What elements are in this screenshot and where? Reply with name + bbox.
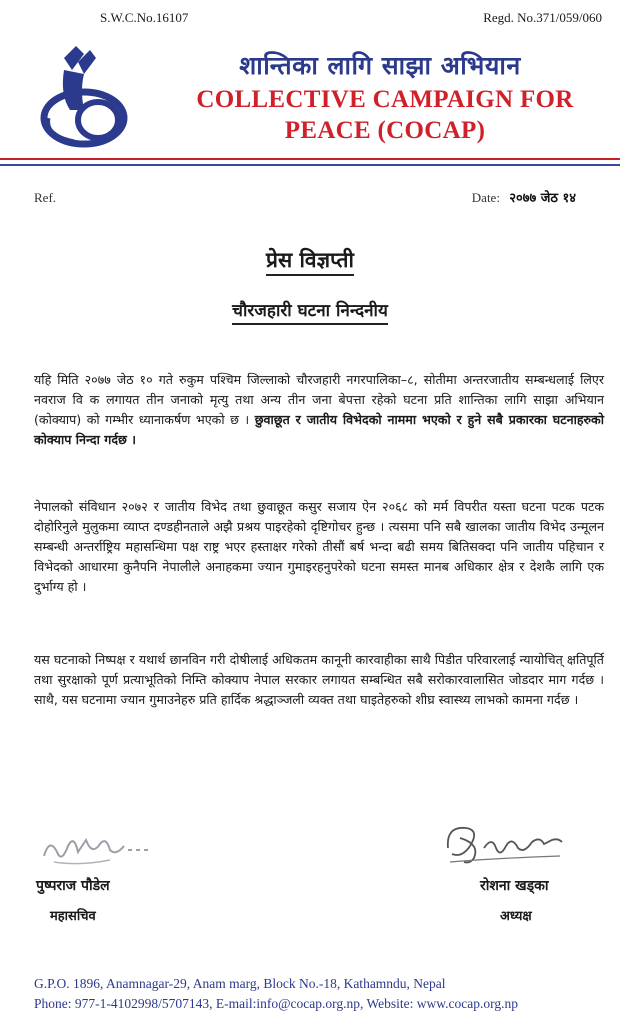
- reference-label: Ref.: [34, 190, 57, 205]
- signatory-left-name: पुष्पराज पौडेल: [36, 878, 110, 894]
- org-name-english-line2: PEACE (COCAP): [284, 117, 486, 144]
- org-name-nepali: शान्तिका लागि साझा अभियान: [239, 51, 521, 80]
- date-value: २०७७ जेठ १४: [509, 191, 576, 206]
- footer-address: G.P.O. 1896, Anamnagar-29, Anam marg, Block No.-18, Kathamndu, Nepal: [34, 976, 446, 991]
- paragraph-2: नेपालको संविधान २०७२ र जातीय विभेद तथा छुवाछूत कसुर सजाय ऐन २०६८ को मर्म विपरीत यस्ता घटना पटक पटक दोहोरिनुले मुलुकमा व्याप्त दण्डहीनताले अझै प्रश्रय पाइरहेको दृष्टिगोचर हुन्छ । त्यसमा पनि सबै खालका जातीय विभेद उन्मूलन सम्बन्धी अन्तर्राष्ट्रिय महासन्धिमा पक्ष राष्ट्र भएर हस्ताक्षर गरेको तीसौं बर्ष भन्दा बढी समय बितिसक्दा पनि जातीय पहिचान र विभेदको आधारमा कुनैपनि नेपालीले अनाहकमा ज्यान गुमाइरहनुपरेको घटना समस्त मानब अधिकार क्षेत्र र देशकै लागि एक दुर्भाग्य हो ।: [34, 499, 604, 594]
- swc-number: S.W.C.No.16107: [100, 10, 189, 25]
- footer-contact: Phone: 977-1-4102998/5707143, E-mail:info@cocap.org.np, Website: www.cocap.org.np: [34, 996, 519, 1011]
- paragraph-1-text: यहि मिति २०७७ जेठ १० गते रुकुम पश्चिम जिल्लाको चौरजहारी नगरपालिका–८, सोतीमा अन्तरजातीय सम्बन्धलाई लिएर नवराज वि क लगायत तीन जनाको मृत्यु तथा अन्य तीन जना बेपत्ता रहेको घटना प्रति शान्तिका लागि साझा अभियान (कोक्याप) को गम्भीर ध्यानाकर्षण भएको छ ।: [34, 372, 604, 427]
- header-divider-blue: [0, 164, 620, 166]
- document-subtitle: [0, 298, 620, 321]
- header-divider-red: [0, 158, 620, 160]
- org-name-english-line1: COLLECTIVE CAMPAIGN FOR: [196, 86, 574, 113]
- paragraph-3: यस घटनाको निष्पक्ष र यथार्थ छानविन गरी दोषीलाई अधिकतम कानूनी कारवाहीका साथै पिडीत परिवारलाई न्यायोचित् क्षतिपूर्ति तथा सुरक्षाको पूर्ण प्रत्याभूतिको निम्ति कोक्याप नेपाल सरकार लगायत सम्बन्धित सबै सरोकारवालासित जोडदार माग गर्दछ । साथै, यस घटनामा ज्यान गुमाउनेहरु प्रति हार्दिक श्रद्धाञ्जली व्यक्त तथा घाइतेहरुको शीघ्र स्वास्थ्य लाभको कामना गर्दछ ।: [34, 652, 604, 707]
- date-line: [472, 188, 576, 206]
- signature-right-icon: [440, 818, 570, 868]
- cocap-logo-icon: [34, 40, 134, 150]
- paragraph-1: [34, 370, 604, 450]
- registration-number: Regd. No.371/059/060: [483, 10, 602, 25]
- signatory-left-role: महासचिव: [50, 909, 96, 924]
- date-label: Date:: [471, 190, 500, 205]
- signatory-right-name: रोशना खड्का: [480, 878, 549, 894]
- signatory-right-role: अध्यक्ष: [500, 909, 532, 924]
- document-subtitle-text: चौरजहारी घटना निन्दनीय: [232, 301, 388, 325]
- paragraph-1-bold-text: छुवाछूत र जातीय विभेदको नाममा भएको र हुने सबै प्रकारका घटनाहरुको कोक्याप निन्दा गर्दछ ।: [34, 412, 604, 447]
- document-title: [0, 246, 620, 274]
- document-title-text: प्रेस विज्ञप्ती: [266, 248, 354, 276]
- signature-left-icon: [40, 826, 160, 872]
